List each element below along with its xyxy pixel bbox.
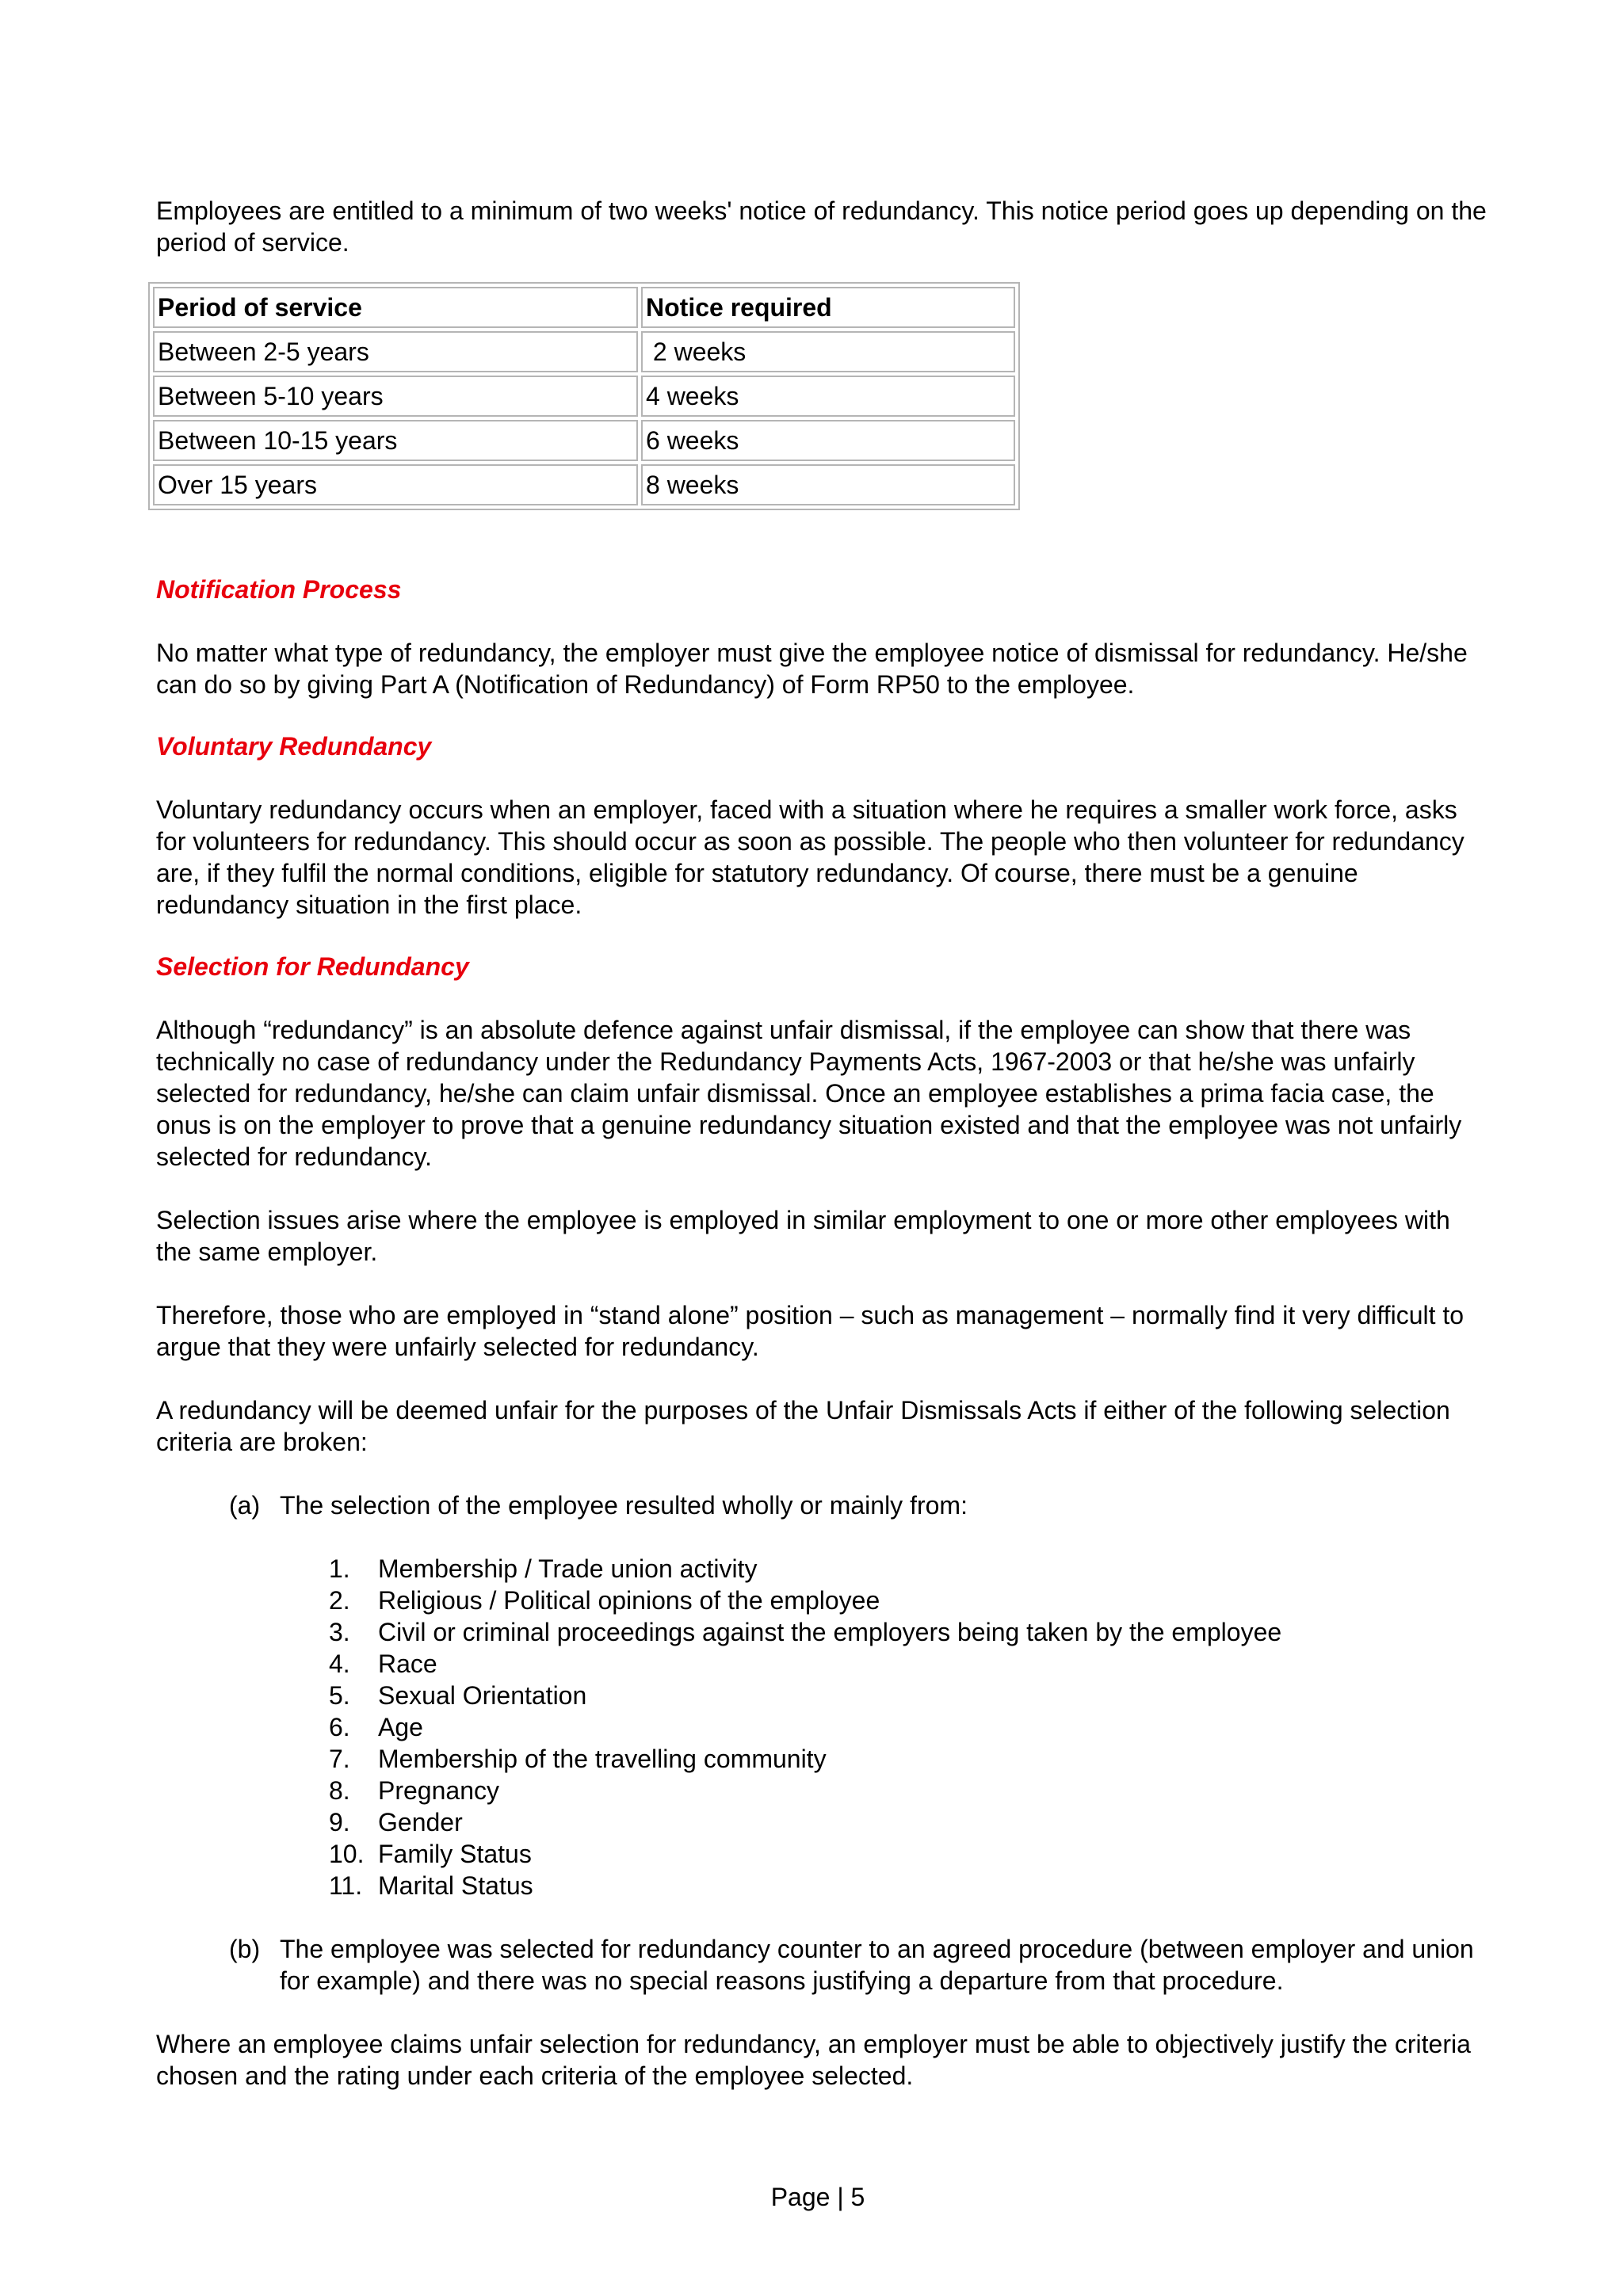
table-row: [153, 376, 1015, 417]
list-item-text: Membership of the travelling community: [378, 1745, 827, 1773]
table-cell-notice: 6 weeks: [641, 420, 1015, 461]
list-item-number: 2.: [329, 1586, 350, 1615]
unfair-selection-reasons-list: [156, 1553, 1487, 1901]
list-item-number: 5.: [329, 1681, 350, 1710]
table-cell-notice: 4 weeks: [641, 376, 1015, 417]
list-item: [156, 1806, 1487, 1838]
page-number: Page | 5: [770, 2183, 865, 2211]
list-item-text: Pregnancy: [378, 1776, 499, 1805]
criterion-b: [156, 1933, 1487, 1997]
list-item-number: 7.: [329, 1745, 350, 1773]
list-item: [156, 1743, 1487, 1775]
criterion-a-text: The selection of the employee resulted wholly or mainly from:: [280, 1491, 968, 1520]
list-item-number: 3.: [329, 1618, 350, 1646]
table-cell-notice: 8 weeks: [641, 464, 1015, 505]
table-cell-period: Between 10-15 years: [153, 420, 638, 461]
list-item-text: Civil or criminal proceedings against the employers being taken by the employee: [378, 1618, 1282, 1646]
list-item-number: 1.: [329, 1554, 350, 1583]
list-item-number: 9.: [329, 1808, 350, 1836]
list-item: [156, 1775, 1487, 1806]
list-item-text: Sexual Orientation: [378, 1681, 587, 1710]
list-item-text: Family Status: [378, 1840, 532, 1868]
list-item: [156, 1553, 1487, 1585]
table-header-row: [153, 287, 1015, 328]
list-item-number: 10.: [329, 1840, 365, 1868]
list-item-text: Age: [378, 1713, 423, 1741]
list-item: [156, 1711, 1487, 1743]
page-footer: [0, 2181, 1623, 2213]
table-cell-period: Between 5-10 years: [153, 376, 638, 417]
criterion-b-marker: (b): [229, 1935, 261, 1963]
list-item: [156, 1838, 1487, 1870]
selection-paragraph: Although “redundancy” is an absolute defence against unfair dismissal, if the employee can show that there was technically no case of redundancy under the Redundancy Payments Acts, 1967-2003 or that he/she was unfairly selected for redundancy, he/she can claim unfair dismissal. Once an employee establishes a prima facia case, the onus is on the employer to prove that a genuine redundancy situation existed and that the employee was not unfairly selected for redundancy.: [156, 1016, 1462, 1171]
selection-for-redundancy-heading: Selection for Redundancy: [156, 952, 469, 981]
list-item-text: Religious / Political opinions of the employee: [378, 1586, 880, 1615]
document-page: [156, 195, 1487, 2092]
list-item-text: Race: [378, 1650, 437, 1678]
list-item-text: Marital Status: [378, 1871, 533, 1900]
intro-paragraph: Employees are entitled to a minimum of two weeks' notice of redundancy. This notice period goes up depending on the period of service.: [156, 196, 1487, 257]
list-item-text: Membership / Trade union activity: [378, 1554, 758, 1583]
closing-paragraph: Where an employee claims unfair selection for redundancy, an employer must be able to objectively justify the criteria chosen and the rating under each criteria of the employee selected.: [156, 2030, 1471, 2090]
list-item-text: Gender: [378, 1808, 463, 1836]
list-item: [156, 1680, 1487, 1711]
list-item-number: 8.: [329, 1776, 350, 1805]
selection-paragraph: A redundancy will be deemed unfair for the purposes of the Unfair Dismissals Acts if either of the following selection criteria are broken:: [156, 1396, 1450, 1456]
table-cell-notice: 2 weeks: [641, 331, 1015, 372]
table-header-cell: Notice required: [641, 287, 1015, 328]
list-item-number: 11.: [329, 1871, 363, 1900]
table-row: [153, 420, 1015, 461]
list-item-number: 6.: [329, 1713, 350, 1741]
voluntary-redundancy-paragraph: Voluntary redundancy occurs when an employer, faced with a situation where he requires a smaller work force, asks for volunteers for redundancy. This should occur as soon as possible. The people who then volunteer for redundancy are, if they fulfil the normal conditions, eligible for statutory redundancy. Of course, there must be a genuine redundancy situation in the first place.: [156, 795, 1465, 919]
criterion-a: [156, 1489, 1487, 1521]
list-item: [156, 1585, 1487, 1616]
list-item: [156, 1870, 1487, 1901]
list-item-number: 4.: [329, 1650, 350, 1678]
notification-process-paragraph: No matter what type of redundancy, the employer must give the employee notice of dismissal for redundancy. He/she can do so by giving Part A (Notification of Redundancy) of Form RP50 to the employee.: [156, 639, 1468, 699]
notification-process-heading: Notification Process: [156, 575, 402, 604]
table-row: [153, 464, 1015, 505]
table-header-cell: Period of service: [153, 287, 638, 328]
criterion-b-text: The employee was selected for redundancy counter to an agreed procedure (between employer and union for example) and there was no special reasons justifying a departure from that procedure.: [280, 1935, 1474, 1995]
selection-paragraph: Therefore, those who are employed in “stand alone” position – such as management – normally find it very difficult to argue that they were unfairly selected for redundancy.: [156, 1301, 1465, 1361]
selection-paragraph: Selection issues arise where the employee is employed in similar employment to one or more other employees with the same employer.: [156, 1206, 1450, 1266]
criterion-a-marker: (a): [229, 1491, 261, 1520]
list-item: [156, 1648, 1487, 1680]
table-cell-period: Over 15 years: [153, 464, 638, 505]
table-cell-period: Between 2-5 years: [153, 331, 638, 372]
list-item: [156, 1616, 1487, 1648]
notice-period-table: [148, 282, 1020, 510]
voluntary-redundancy-heading: Voluntary Redundancy: [156, 732, 432, 761]
table-row: [153, 331, 1015, 372]
